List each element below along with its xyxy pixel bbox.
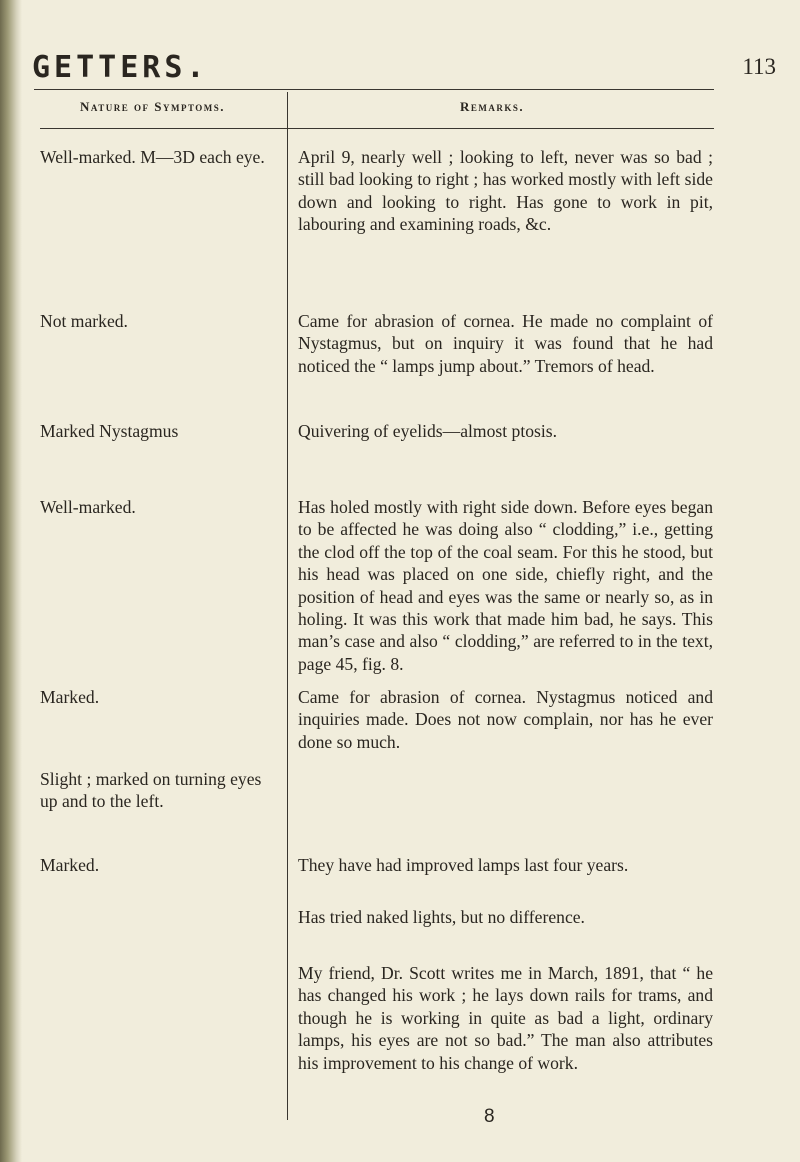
remark-cell: April 9, nearly well ; looking to left, never was so bad ; still bad looking to right ; has worked mostly with left side down and looking to right. Has gone to work in pit, labouring and examining roads, &c. bbox=[298, 147, 713, 235]
column-divider bbox=[287, 92, 288, 1120]
column-header-remarks: Remarks. bbox=[460, 99, 525, 114]
symptom-cell: Slight ; marked on turning eyes up and to the left. bbox=[40, 769, 262, 812]
symptom-cell: Not marked. bbox=[40, 311, 128, 331]
column-header-rule bbox=[40, 128, 714, 129]
symptom-cell: Well-marked. M—3D each eye. bbox=[40, 147, 265, 167]
column-header-symptoms: Nature of Symptoms. bbox=[80, 99, 226, 114]
symptom-cell: Marked Nystagmus bbox=[40, 421, 179, 441]
remark-cell: Quivering of eyelids—almost ptosis. bbox=[298, 421, 557, 441]
remark-cell: Came for abrasion of cornea. Nystagmus noticed and inquiries made. Does not now complain, nor has he ever done so much. bbox=[298, 687, 713, 752]
page-number: 113 bbox=[742, 54, 776, 79]
running-head bbox=[32, 50, 782, 92]
remark-cell: Has holed mostly with right side down. Before eyes began to be affected he was doing also “ clodding,” i.e., getting the clod off the top of the coal seam. For this he stood, but his head was placed on one side, chiefly right, and the position of head and eyes was the same or nearly so, as in holing. It was this work that made him bad, he says. This man’s case and also “ clodding,” are referred to in the text, page 45, fig. 8. bbox=[298, 497, 713, 674]
symptom-cell: Well-marked. bbox=[40, 497, 136, 517]
running-title: GETTERS. bbox=[32, 50, 209, 85]
symptom-cell: Marked. bbox=[40, 855, 100, 875]
remark-cell: My friend, Dr. Scott writes me in March, 1891, that “ he has changed his work ; he lays down rails for trams, and though he is working in quite as bad a light, ordinary lamps, his eyes are not so bad.” The man also attributes his improvement to his change of work. bbox=[298, 963, 713, 1073]
header-rule bbox=[34, 89, 714, 90]
book-spine-shadow bbox=[0, 0, 22, 1162]
remark-cell: Came for abrasion of cornea. He made no complaint of Nystagmus, but on inquiry it was found that he had noticed the “ lamps jump about.” Tremors of head. bbox=[298, 311, 713, 376]
signature-mark: 8 bbox=[484, 1106, 495, 1127]
remark-cell: They have had improved lamps last four years. bbox=[298, 855, 629, 875]
symptom-cell: Marked. bbox=[40, 687, 100, 707]
remark-cell: Has tried naked lights, but no difference. bbox=[298, 907, 585, 927]
